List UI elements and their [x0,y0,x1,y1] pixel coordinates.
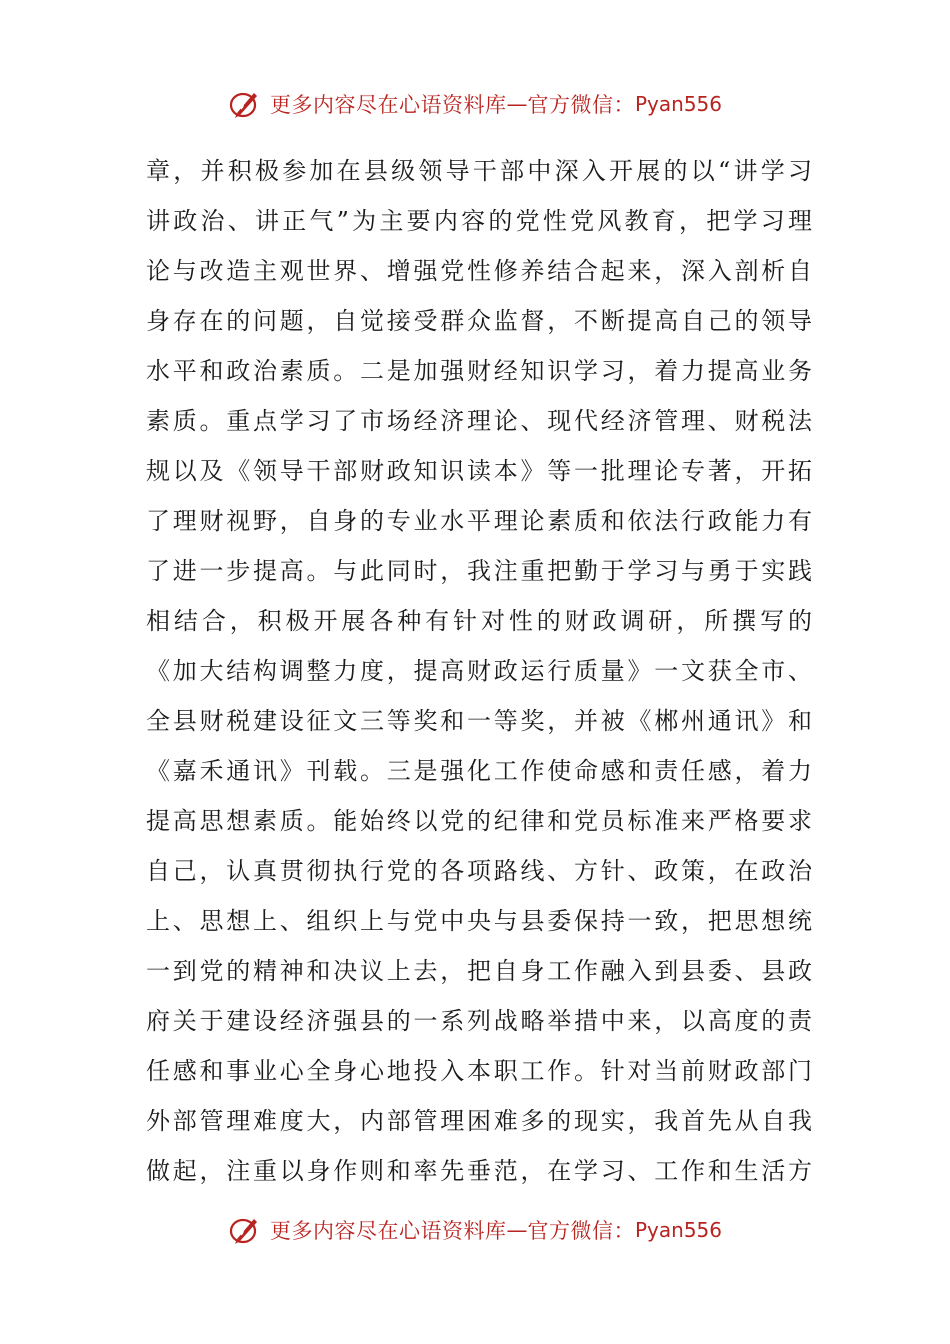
watermark-dash: — [506,92,528,116]
text-line: 《加大结构调整力度，提高财政运行质量》一文获全市、 [146,657,812,685]
text-line: 任感和事业心全身心地投入本职工作。针对当前财政部门 [146,1057,812,1085]
watermark-label: 官方微信： [527,1219,635,1243]
text-line: 素质。重点学习了市场经济理论、现代经济管理、财税法 [146,407,812,435]
document-body [146,146,812,1196]
pen-logo-icon [228,87,262,121]
watermark-label: 官方微信： [527,93,635,117]
watermark-dash: — [506,1218,528,1242]
text-line: 章，并积极参加在县级领导干部中深入开展的以“讲学习 [146,157,812,185]
watermark-wechat-id: Pyan556 [634,1218,722,1242]
footer-watermark [0,1210,950,1250]
text-line: 外部管理难度大，内部管理困难多的现实，我首先从自我 [146,1107,812,1135]
text-line: 了进一步提高。与此同时，我注重把勤于学习与勇于实践 [146,557,812,585]
text-line: 相结合，积极开展各种有针对性的财政调研，所撰写的 [146,607,812,635]
text-line: 水平和政治素质。二是加强财经知识学习，着力提高业务 [146,357,812,385]
text-line: 全县财税建设征文三等奖和一等奖，并被《郴州通讯》和 [146,707,812,735]
watermark-main-text: 更多内容尽在心语资料库 [269,93,507,117]
text-line: 身存在的问题，自觉接受群众监督，不断提高自己的领导 [146,307,812,335]
pen-logo-icon [228,1213,262,1247]
watermark-wechat-id: Pyan556 [634,92,722,116]
text-line: 做起，注重以身作则和率先垂范，在学习、工作和生活方 [146,1157,812,1185]
text-line: 府关于建设经济强县的一系列战略举措中来，以高度的责 [146,1007,812,1035]
text-line: 讲政治、讲正气”为主要内容的党性党风教育，把学习理 [146,207,812,235]
text-line: 上、思想上、组织上与党中央与县委保持一致，把思想统 [146,907,812,935]
text-line: 规以及《领导干部财政知识读本》等一批理论专著，开拓 [146,457,812,485]
header-watermark [0,84,950,124]
text-line: 提高思想素质。能始终以党的纪律和党员标准来严格要求 [146,807,812,835]
watermark-main-text: 更多内容尽在心语资料库 [269,1219,507,1243]
text-line: 《嘉禾通讯》刊载。三是强化工作使命感和责任感，着力 [146,757,812,785]
text-line: 了理财视野，自身的专业水平理论素质和依法行政能力有 [146,507,812,535]
text-line: 论与改造主观世界、增强党性修养结合起来，深入剖析自 [146,257,812,285]
text-line: 自己，认真贯彻执行党的各项路线、方针、政策，在政治 [146,857,812,885]
text-line: 一到党的精神和决议上去，把自身工作融入到县委、县政 [146,957,812,985]
